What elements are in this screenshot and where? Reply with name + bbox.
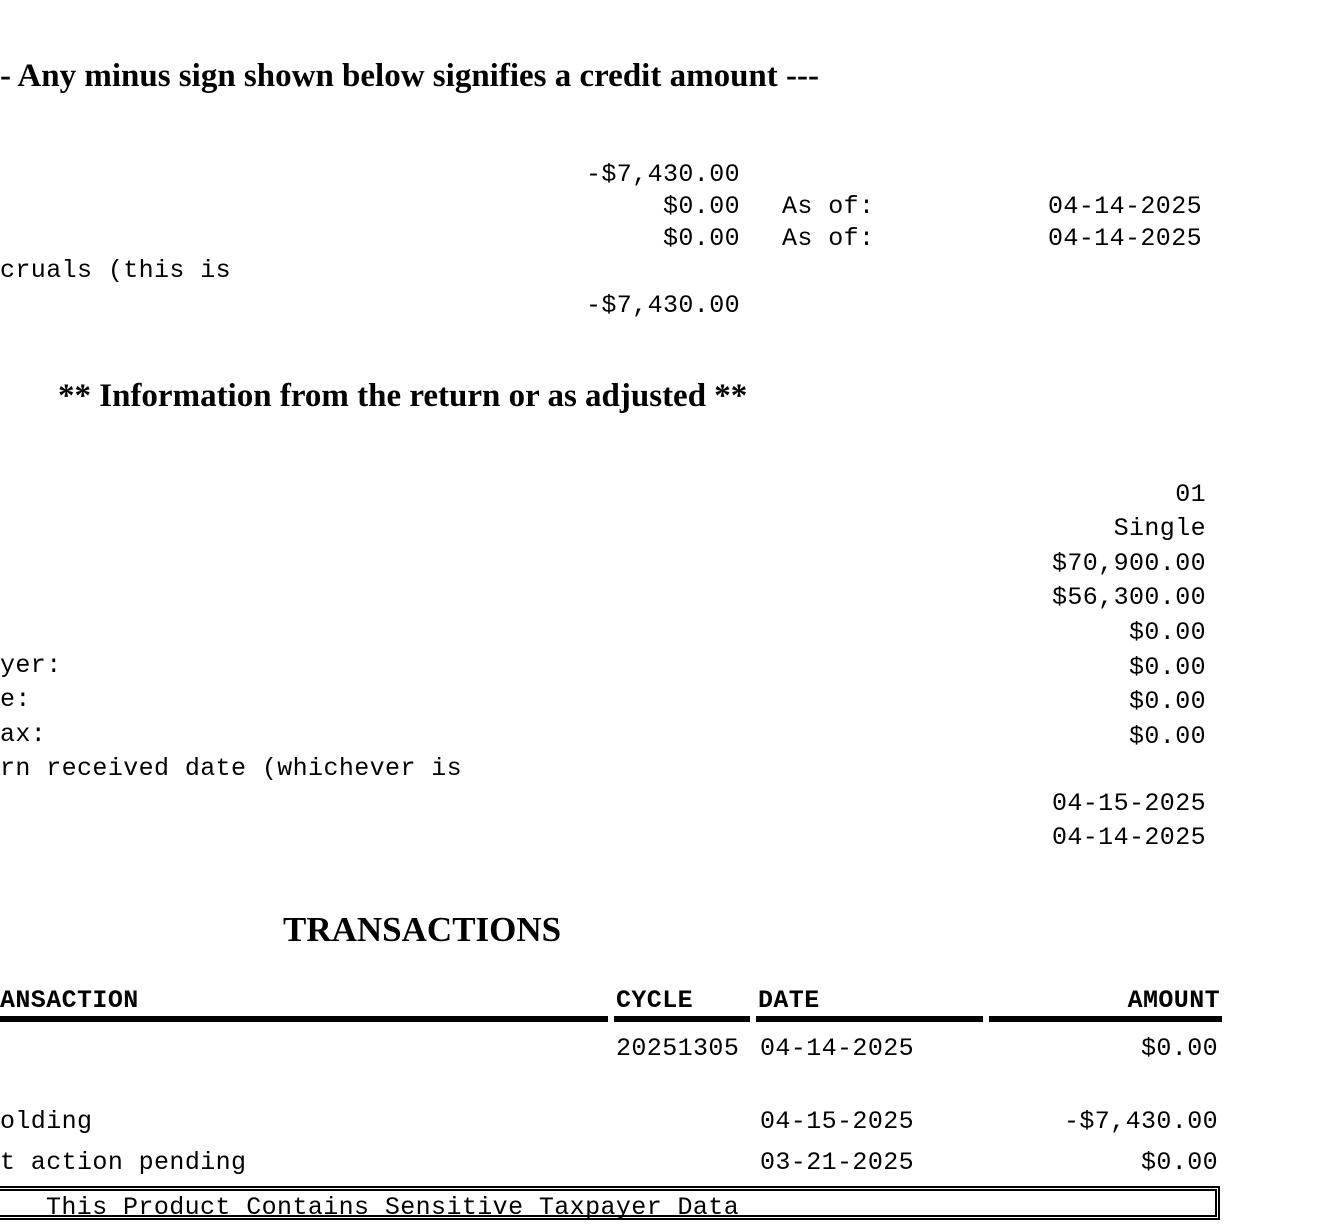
col-date: DATE	[758, 986, 820, 1015]
return-value: Single	[1113, 514, 1206, 543]
return-label: rn received date (whichever is	[0, 754, 463, 783]
return-value: $0.00	[1128, 653, 1206, 682]
table-row-amount: $0.00	[1140, 1148, 1218, 1177]
table-row-date: 03-21-2025	[760, 1148, 915, 1177]
header-rule	[0, 1016, 608, 1022]
col-transaction: ANSACTION	[0, 986, 139, 1015]
header-rule	[756, 1016, 983, 1022]
transactions-heading: TRANSACTIONS	[283, 910, 562, 949]
col-cycle: CYCLE	[616, 986, 694, 1015]
return-info-heading: ** Information from the return or as adjusted **	[58, 378, 748, 414]
return-value: 01	[1175, 480, 1206, 509]
balance-total: -$7,430.00	[585, 291, 740, 320]
footer-text: This Product Contains Sensitive Taxpayer Data	[46, 1193, 740, 1222]
table-row-cycle: 20251305	[616, 1034, 740, 1063]
return-value: $0.00	[1128, 722, 1206, 751]
return-label: yer:	[0, 651, 62, 680]
balance-amount: $0.00	[662, 192, 740, 221]
header-rule	[989, 1016, 1222, 1022]
return-date: 04-15-2025	[1051, 789, 1206, 818]
as-of-label: As of:	[782, 192, 875, 221]
return-value: $70,900.00	[1051, 549, 1206, 578]
table-row-desc: t action pending	[0, 1148, 247, 1177]
return-value: $0.00	[1128, 618, 1206, 647]
as-of-date: 04-14-2025	[1047, 192, 1202, 221]
return-value: $0.00	[1128, 687, 1206, 716]
header-rule	[614, 1016, 750, 1022]
table-row-date: 04-14-2025	[760, 1034, 915, 1063]
accruals-label: cruals (this is	[0, 256, 232, 285]
credit-notice-heading: - Any minus sign shown below signifies a credit amount ---	[0, 58, 819, 94]
table-row-amount: -$7,430.00	[1063, 1107, 1218, 1136]
as-of-label: As of:	[782, 224, 875, 253]
col-amount: AMOUNT	[1127, 986, 1220, 1015]
balance-amount: -$7,430.00	[585, 160, 740, 189]
table-row-amount: $0.00	[1140, 1034, 1218, 1063]
return-value: $56,300.00	[1051, 583, 1206, 612]
return-label: ax:	[0, 720, 47, 749]
balance-amount: $0.00	[662, 224, 740, 253]
return-date: 04-14-2025	[1051, 823, 1206, 852]
return-label: e:	[0, 685, 31, 714]
table-row-desc: olding	[0, 1107, 93, 1136]
table-row-date: 04-15-2025	[760, 1107, 915, 1136]
as-of-date: 04-14-2025	[1047, 224, 1202, 253]
